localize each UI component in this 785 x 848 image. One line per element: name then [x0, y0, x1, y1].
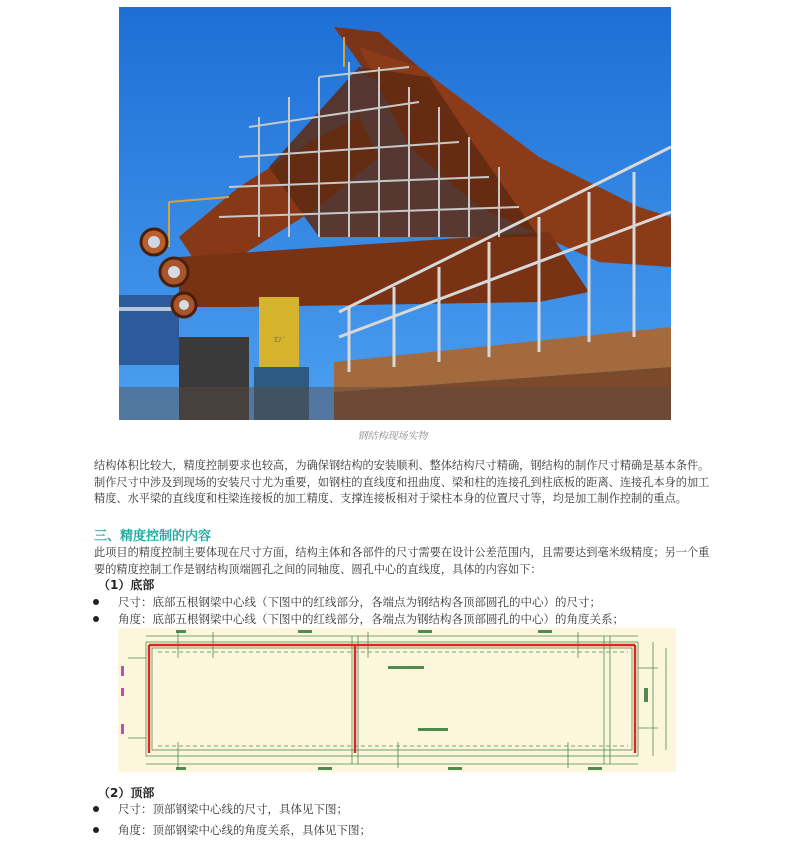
top-bullet-angle	[93, 822, 371, 838]
bullet-dot	[93, 616, 99, 622]
post-sign-text: 工厂	[272, 337, 286, 344]
bullet-text: 尺寸：底部五根钢梁中心线（下图中的红线部分，各端点为钢结构各顶部圆孔的中心）的尺寸；	[118, 595, 601, 609]
photo-caption: 钢结构现场实物	[357, 431, 428, 442]
steel-structure-photo	[119, 7, 671, 420]
intro-paragraph: 结构体积比较大，精度控制要求也较高，为确保钢结构的安装顺利、整体结构尺寸精确，钢结构的制作尺寸精确是基本条件。制作尺寸中涉及到现场的安装尺寸尤为重要，如钢柱的直线度和扭曲度、梁和柱的连接孔到柱底板的距离、连接孔本身的加工精度、水平梁的直线度和柱梁连接板的加工精度、支撑连接板相对于梁柱本身的位置尺寸等，均是加工制作控制的重点。	[94, 459, 710, 505]
bottom-cad-drawing	[118, 628, 676, 772]
bottom-bullet-size	[93, 594, 601, 610]
section-paragraph: 此项目的精度控制主要体现在尺寸方面，结构主体和各部件的尺寸需要在设计公差范围内，且需要达到毫米级精度；另一个重要的精度控制工作是钢结构顶端圆孔之间的同轴度、圆孔中心的直线度，具体的内容如下：	[94, 546, 710, 576]
bullet-dot	[93, 806, 99, 812]
bullet-text: 角度：底部五根钢梁中心线（下图中的红线部分，各端点为钢结构各顶部圆孔的中心）的角度关系；	[118, 612, 624, 626]
bottom-subheading: （1）底部	[98, 578, 155, 592]
bullet-text: 角度：顶部钢梁中心线的角度关系，具体见下图；	[118, 823, 371, 837]
top-bullet-size	[93, 801, 348, 817]
top-subheading: （2）顶部	[98, 786, 155, 800]
bullet-dot	[93, 827, 99, 833]
bottom-bullet-angle	[93, 611, 624, 627]
section-heading: 三、精度控制的内容	[94, 529, 212, 544]
bullet-dot	[93, 599, 99, 605]
bullet-text: 尺寸：顶部钢梁中心线的尺寸，具体见下图；	[118, 802, 348, 816]
